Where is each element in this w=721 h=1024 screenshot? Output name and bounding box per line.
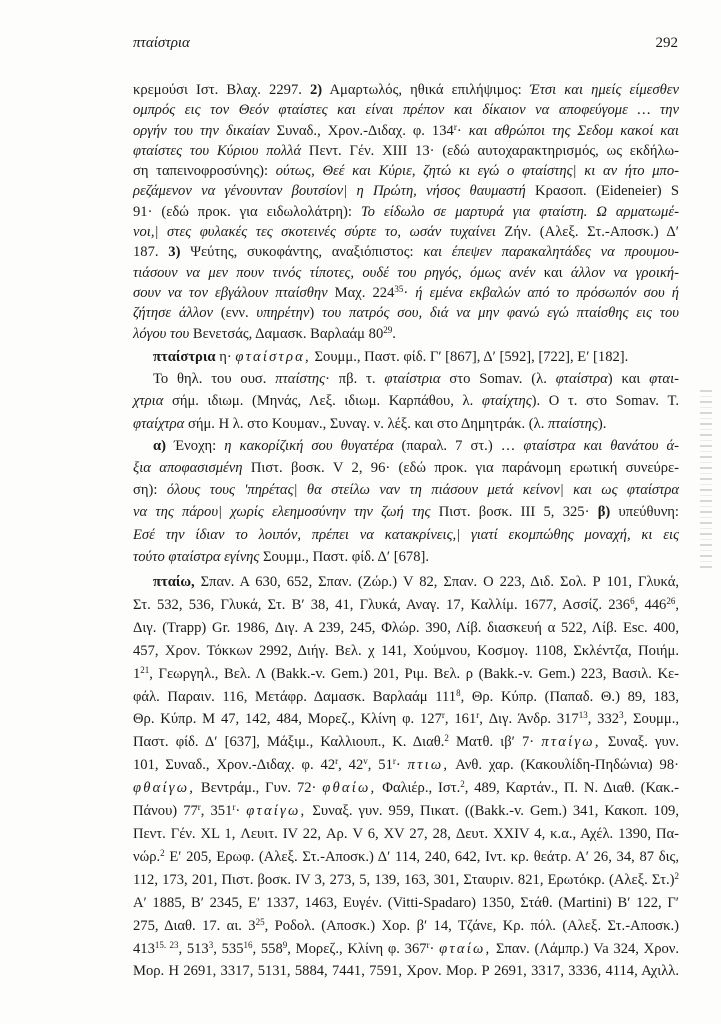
text-segment: Θρ. Κύπρ. Μ 47, 142, 484, Μορεζ., Κλίνη φ. 127 (133, 711, 442, 728)
text-segment: , Σουμμ., (623, 711, 680, 728)
italic-quote: υπηρέτην (256, 305, 310, 322)
italic-quote: σουν να τον εβγάλουν πταίσθην (133, 284, 328, 301)
paragraph (133, 80, 679, 344)
text-segment: Ανθ. χαρ. (Κακουλίδη-Πηδώνια) 98· (449, 757, 679, 774)
text-line (133, 346, 679, 368)
text-segment: , Θρ. Κύπρ. (Παπαδ. Θ.) 89, 183, (460, 688, 679, 705)
italic-quote: Εσέ την ίδιαν το λοιπόν, πρέπει να κατακρίνεις,| γιατί εκομπώθης μοναχή, κι εις (133, 526, 679, 543)
superscript: 8 (456, 687, 461, 698)
superscript: 25 (255, 916, 265, 927)
text-segment: Μαχ. 224 (327, 284, 395, 301)
text-line (133, 594, 679, 617)
italic-quote: η κακορίζική σου θυγατέρα (224, 437, 394, 454)
text-line (133, 161, 679, 181)
text-segment: 413 (133, 940, 155, 957)
paragraph (133, 368, 679, 435)
superscript: r (441, 710, 445, 721)
text-segment: , (675, 596, 679, 613)
text-segment: Βεντράμ., Γυν. 72· (195, 780, 323, 797)
text-line (133, 960, 679, 983)
entry-continuation-section (133, 80, 679, 344)
text-segment: ση ταπεινοφροσύνης): (133, 163, 276, 180)
text-line (133, 663, 679, 686)
text-segment: 187. (133, 244, 169, 261)
italic-quote: και αθρώποι της Σεδομ κακοί και (468, 122, 679, 139)
text-segment: σήμ. ιδιωμ. (Μηνάς, Λεξ. ιδιωμ. Καρπάθου, λ. (163, 393, 482, 410)
text-segment: Βενετσάς, Δαμασκ. Βαρλαάμ 80 (189, 325, 384, 342)
text-segment: , 513 (178, 940, 209, 957)
text-segment: Ζήν. (Αλεξ. Στ.-Αποσκ.) Δ′ (495, 224, 679, 241)
superscript: r (426, 939, 430, 950)
text-line (133, 708, 679, 731)
text-segment: Σουμμ., Παστ. φίδ. Δ′ [678]. (259, 548, 430, 565)
text-segment: Ψεύτης, συκοφάντης, αναξιόπιστος: (180, 244, 424, 261)
text-line (133, 938, 679, 961)
bold-term: πταίστρια (153, 349, 216, 365)
superscript: 15. 23 (154, 939, 179, 950)
superscript: 21 (140, 664, 150, 675)
paragraph (133, 571, 679, 983)
text-line (133, 324, 679, 344)
text-segment: η· (215, 349, 236, 365)
text-segment: , 535 (213, 940, 244, 957)
text-segment: , 332 (587, 711, 620, 728)
text-line (133, 800, 679, 823)
superscript: r (453, 121, 457, 132)
text-line (133, 915, 679, 938)
spaced-variant-form: πτιω, (407, 757, 450, 774)
text-line (133, 303, 679, 323)
text-segment: νώρ. (133, 848, 161, 865)
text-segment: Σπαν. (Λάμπρ.) Va 324, Χρον. (491, 940, 680, 957)
entry-ptaio-section (133, 571, 679, 983)
text-segment: , 51 (367, 757, 393, 774)
superscript: 13 (578, 710, 588, 721)
text-line (133, 640, 679, 663)
text-segment: ) (309, 305, 323, 322)
text-line (133, 777, 679, 800)
text-segment: Συναδ., Χρον.-Διδαχ. φ. 134 (269, 122, 454, 139)
spaced-variant-form: φθαίγω, (133, 780, 196, 797)
text-segment: Αμαρτωλός, ηθικά επιλήψιμος: (322, 82, 530, 98)
text-segment: Κρασοπ. (Eideneier) S (525, 183, 680, 200)
text-segment: στο Somav. (λ. (440, 371, 556, 388)
italic-quote: ή εμένα εκβαλών από το πρόσωπόν σου ή (415, 284, 679, 301)
italic-quote: νοι,| στες φυλακές τες σκοτεινές σύρτε το, ωσάν τυχαίνει (133, 224, 496, 241)
spaced-variant-form: πταίγω, (541, 734, 601, 751)
italic-quote: άλλον να γροική- (570, 264, 679, 281)
text-segment: Πεντ. Γέν. XIII 13· (εδώ αυτοχαρακτηρισμός, ως εκδήλω- (301, 142, 679, 159)
text-line (133, 571, 679, 594)
text-segment: 275, Διαθ. 17. αι. 3 (133, 917, 256, 934)
text-line (133, 892, 679, 915)
paragraph (133, 435, 679, 568)
text-segment: 91· (εδώ προκ. για ειδωλολάτρη): (133, 203, 361, 220)
text-segment: Συναξ. γυν. (600, 734, 680, 751)
text-line (133, 80, 679, 100)
italic-quote: ξια αποφασισμένη (133, 460, 243, 477)
text-segment: , 489, Καρτάν., Π. Ν. Διαθ. (Κακ.- (464, 780, 679, 797)
italic-quote: όλους τους 'πηρέτας| θα στείλω ναν τη πιάσουν μετά κείνον| και ως φταίστρα (166, 482, 679, 499)
text-segment: Ματθ. ιβ′ 7· (448, 734, 542, 751)
superscript: 16 (243, 939, 253, 950)
italic-quote: φται- (649, 371, 679, 388)
text-segment: Ένοχη: (166, 437, 225, 454)
text-segment: Διγ. (Trapp) Gr. 1986, Διγ. Α 239, 245, Φλώρ. 390, Λίβ. διασκευή α 522, Λίβ. Esc. 400, (133, 619, 679, 636)
text-segment: σήμ. Η λ. στο Κουμαν., Συναγ. ν. λέξ. και στο Δημητράκ. (λ. (184, 415, 548, 432)
paragraph (133, 346, 679, 368)
text-line (133, 457, 679, 479)
text-line (133, 731, 679, 754)
spaced-variant-form: φταίστρα, (235, 349, 311, 365)
page-number: 292 (655, 35, 678, 51)
text-segment: 1 (133, 665, 141, 682)
text-line (133, 546, 679, 568)
text-line (133, 222, 679, 242)
bold-term: 3) (168, 244, 181, 261)
text-segment: , 351 (200, 803, 233, 820)
superscript: 26 (666, 595, 676, 606)
text-line (133, 100, 679, 120)
italic-quote: τούτο φταίστρα εγίνης (133, 548, 260, 565)
text-line (133, 479, 679, 501)
bold-term: 2) (310, 82, 323, 98)
text-segment: , Γεωργηλ., Βελ. Λ (Bakk.-v. Gem.) 201, Ριμ. Βελ. ρ (Bakk.-v. Gem.) 223, Βασιλ. Κε- (149, 665, 679, 682)
text-segment: , 446 (634, 596, 667, 613)
text-line (133, 181, 679, 201)
superscript: r (476, 710, 480, 721)
italic-quote: του πατρός σου, διά να μην φανώ εγώ πταίσθης εις του (322, 305, 679, 322)
text-segment: Φαλιέρ., Ιστ. (376, 780, 461, 797)
text-segment: · (235, 803, 247, 820)
text-segment: ση): (133, 482, 167, 499)
bold-term: α) (153, 437, 167, 454)
spaced-variant-form: φταίω, (439, 940, 492, 957)
text-line (133, 823, 679, 846)
italic-quote: φταίστρα (555, 371, 608, 388)
italic-quote: να της πάρου| χωρίς ελεημοσύνην την ζωή της (133, 504, 431, 521)
text-segment: · (429, 940, 440, 957)
text-segment: Πιστ. βοσκ. III 5, 325· (430, 504, 598, 521)
text-segment: και (535, 264, 571, 281)
spaced-variant-form: φταίγω, (246, 803, 307, 820)
spaced-variant-form: φθαίω, (322, 780, 377, 797)
text-segment: ) και (607, 371, 650, 388)
text-segment: · πβ. τ. (325, 371, 385, 388)
text-segment: · (456, 122, 469, 139)
italic-quote: χτρια (133, 393, 164, 410)
text-segment: κρεμούσι Ιστ. Βλαχ. 2297. (133, 82, 310, 98)
text-line (133, 524, 679, 546)
bold-term: πταίω, (153, 574, 195, 590)
entry-ptaistria-section (133, 346, 679, 568)
italic-quote: οργήν του την δικαίαν (133, 122, 270, 139)
superscript: r (232, 802, 236, 813)
text-segment: 112, 173, 201, Πιστ. βοσκ. IV 3, 273, 5, 139, 163, 301, Σταυριν. 821, Ερωτόκρ. (Αλεξ. Στ.) (133, 871, 675, 888)
italic-quote: Το είδωλο σε μαρτυρά για φταίστη. Ω αρματωμέ- (360, 203, 679, 220)
text-line (133, 121, 679, 141)
italic-quote: ομπρός εις τον Θεόν φταίστες και είναι πρέπον και δίκαιον να αποφεύγομε … την (133, 102, 679, 119)
superscript: 3 (208, 939, 214, 950)
superscript: 35 (394, 283, 404, 294)
superscript: 2 (674, 870, 679, 881)
italic-quote: φταίστρα και θανάτου ά- (523, 437, 680, 454)
text-segment: Σπαν. Α 630, 652, Σπαν. (Ζώρ.) V 82, Σπαν. Ο 223, Διδ. Σολ. Ρ 101, Γλυκά, (194, 574, 679, 590)
text-segment: . (392, 325, 396, 342)
superscript: 2 (444, 733, 449, 744)
text-segment: υπεύθυνη: (610, 504, 679, 521)
italic-quote: φταίχτης (481, 393, 532, 410)
italic-quote: φταίστες του Κύριου πολλά (133, 142, 302, 159)
italic-quote: φταίστρια (384, 371, 441, 388)
superscript: 6 (630, 595, 635, 606)
text-segment: , Μορεζ., Κλίνη φ. 367 (287, 940, 427, 957)
text-line (133, 368, 679, 390)
text-segment: Πάνου) 77 (133, 803, 198, 820)
text-line (133, 413, 679, 435)
superscript: r (335, 756, 339, 767)
text-segment: ). Ο τ. στο Somav. Τ. (531, 393, 679, 410)
text-segment: Ε′ 205, Ερωφ. (Αλεξ. Στ.-Αποσκ.) Δ′ 114, 240, 642, Ιντ. κρ. θεάτρ. Α′ 26, 34, 87 δις, (164, 848, 679, 865)
text-segment: ). (597, 415, 607, 432)
text-segment: Μορ. Η 2691, 3317, 5131, 5884, 7441, 7591, Χρον. Μορ. Ρ 2691, 3317, 3336, 4114, Αχιλλ. (133, 963, 679, 980)
italic-quote: τιάσουν να μεν πουν τινός τίποτες, ουδέ του ρηγός, όμως ανέν (133, 264, 536, 281)
italic-quote: ζήτησε άλλον (133, 305, 213, 322)
text-segment: , 161 (444, 711, 477, 728)
text-segment: Πιστ. βοσκ. V 2, 96· (εδώ προκ. για παράνομη ερωτική συνεύρε- (242, 460, 679, 477)
text-segment: , 42 (338, 757, 364, 774)
text-segment: · (395, 757, 408, 774)
text-segment: Σουμμ., Παστ. φίδ. Γ′ [867], Δ′ [592], [722], Ε′ [182]. (310, 349, 629, 365)
italic-quote: ρεζάμενον να γένουνταν βουτσίον| η Πρώτη, νήσος θαυμαστή (133, 183, 526, 200)
text-line (133, 390, 679, 412)
text-line (133, 283, 679, 303)
text-line (133, 846, 679, 869)
text-segment: Το θηλ. του ουσ. (153, 371, 276, 388)
italic-quote: ούτως, Θεέ και Κύριε, ζητώ κι εγώ ο φταίστης| κι αν ήτο μπο- (275, 163, 679, 180)
superscript: r (392, 756, 396, 767)
text-segment: 457, Χρον. Τόκκων 2992, Διήγ. Βελ. χ 141, Χούμνου, Κοσμογ. 1108, Σκλέντζα, Ποιήμ. (133, 642, 679, 659)
text-line (133, 754, 679, 777)
running-head: πταίστρια (133, 35, 190, 51)
italic-quote: Έτσι και ημείς είμεσθεν (529, 82, 679, 98)
text-segment: Συναξ. γυν. 959, Πικατ. ((Bakk.-v. Gem.) 341, Κακοπ. 109, (306, 803, 679, 820)
text-segment: Α′ 1885, Β′ 2345, Ε′ 1337, 1463, Ευγέν. (Vitti-Spadaro) 1350, Στάθ. (Martini) Β′ 122, Γ′ (133, 894, 679, 911)
text-line (133, 686, 679, 709)
text-segment: Στ. 532, 536, Γλυκά, Στ. Β′ 38, 41, Γλυκά, Αναγ. 17, Καλλίμ. 1677, Ασσίζ. 236 (133, 596, 631, 613)
text-segment: 101, Συναδ., Χρον.-Διδαχ. φ. 42 (133, 757, 336, 774)
italic-quote: φταίχτρα (133, 415, 185, 432)
text-line (133, 869, 679, 892)
superscript: 3 (619, 710, 624, 721)
superscript: 2 (460, 779, 465, 790)
text-line (133, 141, 679, 161)
superscript: 29 (383, 324, 393, 335)
text-line (133, 501, 679, 523)
text-segment: , Διγ. Άνδρ. 317 (479, 711, 579, 728)
text-line (133, 263, 679, 283)
superscript: 9 (282, 939, 288, 950)
text-segment: Παστ. φίδ. Δ′ [637], Μάξιμ., Καλλιουπ., Κ. Διαθ. (133, 734, 445, 751)
superscript: r (197, 802, 201, 813)
text-segment: (ενν. (212, 305, 257, 322)
bold-term: β) (597, 504, 611, 521)
italic-quote: και έπεψεν παρακαλητάδες να προυμου- (423, 244, 679, 261)
superscript: 2 (160, 847, 165, 858)
scan-edge-artifact (700, 390, 712, 570)
superscript: v (363, 756, 368, 767)
text-segment: φάλ. Παραιν. 116, Μετάφρ. Δαμασκ. Βαρλαάμ 111 (133, 688, 457, 705)
text-segment: · (403, 284, 416, 301)
text-segment: , 558 (252, 940, 283, 957)
italic-quote: πταίστης (548, 415, 598, 432)
text-segment: (παραλ. 7 στ.) … (393, 437, 524, 454)
italic-quote: λόγου του (133, 325, 190, 342)
text-segment: Πεντ. Γέν. XL 1, Λευιτ. IV 22, Αρ. V 6, XV 27, 28, Δευτ. XXIV 4, κ.α., Αχέλ. 1390, Πα- (133, 825, 679, 842)
text-line (133, 242, 679, 262)
italic-quote: πταίστης (275, 371, 326, 388)
text-segment: , Ροδολ. (Αποσκ.) Χορ. β′ 14, Τζάνε, Κρ. πόλ. (Αλεξ. Στ.-Αποσκ.) (264, 917, 679, 934)
text-line (133, 435, 679, 457)
text-line (133, 202, 679, 222)
text-line (133, 617, 679, 640)
